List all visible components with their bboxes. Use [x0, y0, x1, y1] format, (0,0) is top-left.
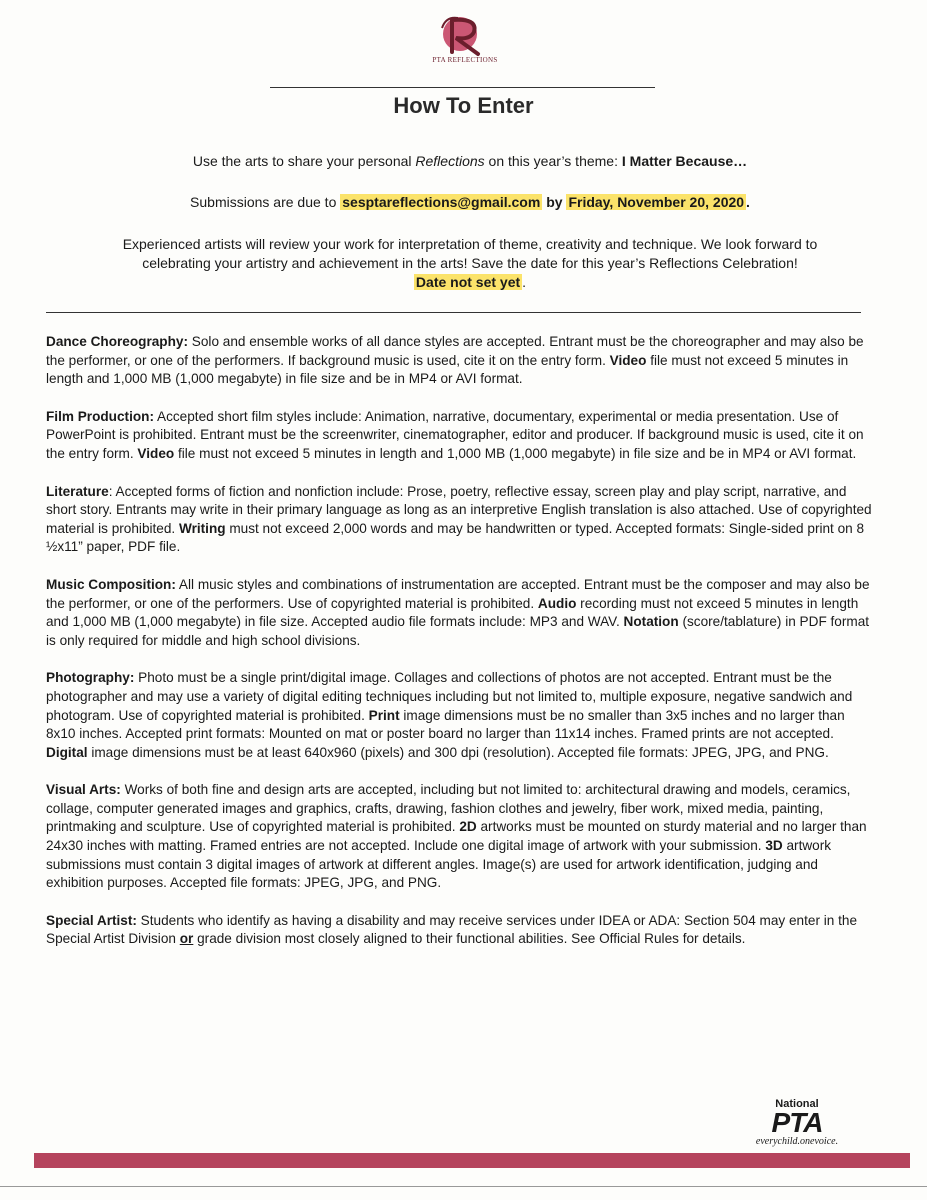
section-keyword: 2D	[459, 819, 477, 835]
section-text: All music styles and combinations of instrumentation are accepted. Entrant must be the composer and may also be the performer, or one of the performers. Use of copyrighted material is prohibited.	[46, 576, 870, 611]
theme-line	[40, 152, 900, 171]
pta-reflections-logo	[410, 8, 520, 72]
submission-email: sesptareflections@gmail.com	[342, 194, 541, 210]
due-end: .	[746, 194, 750, 210]
section-text: Solo and ensemble works of all dance styles are accepted. Entrant must be the choreographer and may also be the performer, or one of the performers. If background music is used, cite it on the entry form.	[46, 334, 864, 368]
section-literature	[46, 483, 876, 557]
section-text: artworks must be mounted on sturdy material and no larger than 24x30 inches with matting. Framed entries are not accepted. Include one digital image of artwork with your submission.	[46, 819, 867, 854]
reflections-r-monogram-icon	[430, 8, 500, 58]
footer-color-bar	[34, 1153, 910, 1168]
review-line-2: celebrating your artistry and achievement in the arts! Save the date for this year’s Reflections Celebration!	[142, 255, 798, 271]
due-by: by	[542, 194, 567, 210]
section-text: grade division most closely aligned to their functional abilities. See Official Rules for details.	[193, 931, 746, 947]
page-bottom-line	[0, 1186, 927, 1187]
section-keyword: Video	[609, 352, 647, 368]
section-label: Photography:	[46, 670, 135, 686]
theme-emphasis: Reflections	[415, 153, 485, 169]
section-keyword: or	[179, 931, 194, 947]
pta-wordmark: PTA	[771, 1107, 823, 1138]
section-keyword: Writing	[178, 520, 226, 536]
section-text: must not exceed 2,000 words and may be handwritten or typed. Accepted formats: Single-sided print on 8 ½x11” paper, PDF file.	[46, 520, 865, 555]
review-paragraph	[40, 235, 900, 292]
section-keyword: Digital	[46, 744, 88, 760]
section-keyword: Video	[137, 445, 175, 461]
section-text: image dimensions must be no smaller than 3x5 inches and no larger than 8x10 inches. Accepted print formats: Mounted on mat or poster board no larger than 11x14 inches. Framed prints are not accepted.	[46, 707, 845, 742]
section-label: Literature	[46, 483, 109, 499]
review-line-1: Experienced artists will review your work for interpretation of theme, creativity and technique. We look forward to	[122, 236, 818, 252]
section-photography	[46, 669, 876, 762]
due-line	[40, 193, 900, 212]
section-text: file must not exceed 5 minutes in length and 1,000 MB (1,000 megabyte) in file size and be in MP4 or AVI format.	[46, 352, 849, 387]
section-label: Special Artist:	[46, 912, 137, 928]
section-film-production	[46, 408, 876, 464]
section-text: artwork submissions must contain 3 digital images of artwork at different angles. Image(s) are used for artwork identification, judging and exhibition purposes. Accepted file formats: JPEG, JPG, and PNG.	[46, 838, 832, 891]
section-label: Visual Arts:	[46, 782, 121, 798]
section-keyword: Notation	[623, 614, 679, 630]
theme-text-mid: on this year’s theme:	[484, 153, 622, 169]
section-special-artist	[46, 912, 876, 949]
section-text: : Accepted forms of fiction and nonfiction include: Prose, poetry, reflective essay, screen play and play script, narrative, and short story. Entrants may write in their primary language as long as an interpretive English translation is also attached. Use of copyrighted material is prohibited.	[46, 483, 872, 536]
national-label: National	[775, 1098, 819, 1110]
pta-tagline: everychild.onevoice.	[755, 1136, 839, 1147]
section-text: Accepted short film styles include: Animation, narrative, documentary, experimental or media presentation. Use of PowerPoint is prohibited. Entrant must be the screenwriter, cinematographer, editor and producer. If background music is used, cite it on the entry form.	[46, 408, 864, 461]
due-text: Submissions are due to	[190, 194, 341, 210]
section-text: file must not exceed 5 minutes in length and 1,000 MB (1,000 megabyte) in file size and be in MP4 or AVI format.	[174, 445, 857, 461]
section-visual-arts	[46, 781, 876, 893]
section-text: image dimensions must be at least 640x960 (pixels) and 300 dpi (resolution). Accepted file formats: JPEG, JPG, and PNG.	[87, 744, 829, 760]
section-keyword: Audio	[537, 595, 577, 611]
section-text: recording must not exceed 5 minutes in length and 1,000 MB (1,000 megabyte) in file size. Accepted audio file formats include: MP3 and WAV.	[46, 595, 859, 630]
section-text: Students who identify as having a disability and may receive services under IDEA or ADA: Section 504 may enter in the Special Artist Division	[46, 912, 858, 947]
section-dance-choreography	[46, 333, 876, 389]
section-text: (score/tablature) in PDF format is only required for middle and high school divisions.	[46, 614, 870, 648]
section-text: Photo must be a single print/digital image. Collages and collections of photos are not accepted. Entrant must be the photographer and may use a variety of digital editing techniques including but not limited to, multiple exposure, negative sandwich and photogram. Use of copyrighted material is prohibited.	[46, 670, 853, 723]
section-label: Dance Choreography:	[46, 334, 189, 349]
intro-divider	[46, 312, 861, 313]
date-end: .	[522, 274, 527, 290]
category-sections	[46, 333, 876, 968]
page-title: How To Enter	[393, 93, 534, 118]
section-keyword: 3D	[765, 838, 783, 854]
section-label: Music Composition:	[46, 576, 176, 592]
theme-name: I Matter Because…	[621, 153, 748, 169]
national-pta-logo	[742, 1098, 852, 1147]
section-keyword: Print	[368, 707, 400, 723]
theme-text: Use the arts to share your personal	[192, 153, 416, 169]
section-text: Works of both fine and design arts are accepted, including but not limited to: architectural drawing and models, ceramics, collage, computer generated images and graphics, crafts, drawing, fashion clothes and jewelry, fiber work, mixed media, painting, printmaking and sculpture. Use of copyrighted material is prohibited.	[46, 782, 851, 835]
header-divider	[270, 87, 655, 88]
celebration-date-note: Date not set yet	[415, 274, 521, 290]
due-date: Friday, November 20, 2020	[568, 194, 745, 210]
section-music-composition	[46, 576, 876, 650]
logo-caption: PTA REFLECTIONS	[432, 56, 498, 64]
section-label: Film Production:	[46, 408, 154, 424]
